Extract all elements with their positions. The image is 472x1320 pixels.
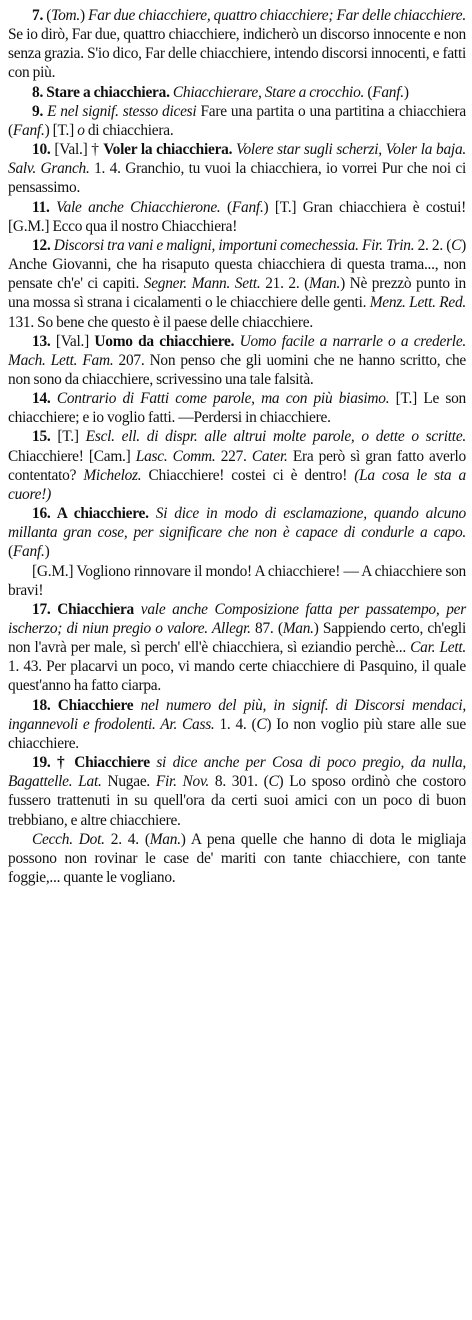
dictionary-entry-12 (8, 236, 466, 332)
entry-text-segment: 21. 2. ( (260, 275, 310, 293)
entry-text-segment: ) [T.] (44, 121, 78, 139)
dictionary-entry-19 (8, 753, 466, 830)
entry-text-segment: Fir. Nov. (155, 773, 210, 791)
dictionary-entry-9 (8, 102, 466, 140)
entry-text-segment: 19. † Chiacchiere (32, 754, 150, 772)
entry-text-segment: ) Sappiendo certo, ch'egli non l'avrà per male, sì perch' ell'è chiacchiera, sì eziandio perchè... (8, 620, 466, 657)
dictionary-entry-8 (8, 83, 466, 102)
entry-text-segment: Chiacchiere! costei ci è dentro! (141, 466, 355, 484)
dictionary-entry-18 (8, 696, 466, 753)
entry-text-segment: ( (46, 7, 52, 24)
entry-text-segment: Volere star sugli scherzi, Voler la baja. Salv. Granch. (8, 141, 466, 178)
entry-text-segment: Car. Lett. (410, 639, 466, 657)
entry-text-segment: 10. (32, 141, 55, 159)
entry-text-segment: Micheloz. (83, 466, 142, 484)
entry-text-segment: 1. 4. ( (214, 715, 257, 733)
entry-text-segment: C (451, 236, 462, 254)
entry-text-segment: Tom. (51, 7, 80, 24)
entry-text-segment: Man. (282, 620, 314, 637)
entry-text-segment: [T.] Le son chiacchiere; e io voglio fatti. —Perdersi in chiacchiere. (8, 390, 467, 427)
entry-text-segment: Fanf. (231, 198, 264, 216)
dictionary-entry-7 (8, 6, 466, 83)
entry-text-segment: Vale anche Chiacchierone. (56, 198, 221, 216)
entry-text-segment: Fanf. (372, 83, 404, 101)
entry-text-segment: 18. Chiacchiere (32, 696, 134, 714)
entry-text-segment: ) A pena quelle che hanno di dota le migliaja possono non rovinar le case de' mariti con tante chiacchiere, con tante foggie,... quante le vogliano. (8, 830, 467, 887)
entry-text-segment: [G.M.] Vogliono rinnovare il mondo! A chiacchiere! — A chiacchiere son bravi! (8, 562, 466, 599)
entry-text-segment: [Val.] (55, 332, 95, 350)
entry-text-segment: 8. Stare a chiacchiera. (32, 83, 173, 101)
entry-text-segment: C (256, 715, 267, 733)
dictionary-entry-11 (8, 198, 466, 236)
entry-text-segment: Fanf. (12, 121, 45, 139)
entry-text-segment: Cater. (251, 447, 288, 465)
entry-text-segment: 12. (32, 236, 54, 254)
dictionary-entry-16 (8, 504, 466, 561)
entry-text-segment: ) (403, 83, 409, 101)
entry-text-segment: 17. Chiacchiera (32, 600, 135, 618)
entry-text-segment: Menz. Lett. Red. (369, 294, 466, 312)
entry-text-segment: Era però sì gran fatto averlo contentato? (8, 447, 466, 484)
entry-text-segment: E nel signif. stesso dicesi (47, 102, 197, 120)
entry-text-segment: Escl. ell. di dispr. alle altrui molte parole, o dette o scritte. (85, 428, 466, 446)
entry-text-segment: Contrario di Fatti come parole, ma con più biasimo. (56, 390, 390, 408)
entry-text-segment: (La cosa le sta a cuore!) (8, 466, 466, 503)
entry-text-segment: 2. 4. ( (104, 830, 150, 848)
entry-text-segment: ) (79, 7, 89, 24)
dictionary-entry-15 (8, 427, 466, 504)
entry-text-segment: Segner. Mann. Sett. (143, 275, 261, 293)
entry-text-segment: 227. (215, 447, 252, 465)
entry-text-segment: Far due chiacchiere, quattro chiacchiere; Far delle chiacchiere. (88, 7, 466, 24)
entry-text-segment: 8. 301. ( (209, 773, 269, 791)
entry-text-segment: Discorsi tra vani e maligni, importuni comechessia. Fir. Trin. (53, 236, 415, 254)
entry-text-segment: ) Anche Giovanni, che ha risaputo questa chiacchiera di questa trama..., non pensate ch'e' ci capiti. (8, 236, 466, 293)
entry-text-segment: [Val.] † (54, 141, 104, 159)
entry-text-segment: ( (8, 543, 13, 561)
entry-text-segment: vale anche Composizione fatta per passatempo, per ischerzo; di niun pregio o valore. Allegr. (8, 600, 467, 637)
entry-text-segment: C (268, 773, 279, 791)
entry-text-segment: Fare una partita o una partitina a chiacchiera ( (8, 102, 466, 139)
entry-text-segment: 207. Non penso che gli uomini che ne hanno scritto, che non sono da chiacchiere, scrivessino una tale falsità. (8, 351, 466, 388)
dictionary-entry-16b (8, 562, 466, 600)
entry-text-segment: Chiacchiere! [Cam.] (8, 447, 136, 465)
entry-text-segment: 1. 4. Granchio, tu vuoi la chiacchiera, io vorrei Pur che noi ci pensassimo. (8, 160, 466, 197)
entry-text-segment: Voler la chiacchiera. (103, 141, 233, 159)
entry-text-segment: Uomo da chiacchiere. (94, 332, 235, 350)
entry-text-segment: Si dice in modo di esclamazione, quando alcuno millanta gran cose, per significare che non è capace di condurle a capo. (8, 505, 467, 542)
entry-text-segment: o (77, 121, 85, 139)
entry-text-segment: 14. (32, 390, 57, 408)
entry-text-segment: ) (44, 543, 50, 561)
entry-text-segment: 131. So bene che questo è il paese delle chiacchiere. (8, 313, 313, 331)
entry-text-segment: 15. (32, 428, 58, 446)
entry-text-segment: ) Io non voglio più stare alle sue chiacchiere. (8, 715, 466, 752)
entry-text-segment: [T.] (57, 428, 86, 446)
dictionary-entry-17 (8, 600, 466, 696)
entry-text-segment: 16. A chiacchiere. (32, 505, 156, 523)
entry-text-segment: ( (364, 83, 373, 101)
entry-text-segment: Se io dirò, Far due, quattro chiacchiere, indicherò un discorso innocente e non senza grazia. S'io dico, Far delle chiacchiere, intendo discorsi innocenti, e fatti con più. (8, 26, 466, 82)
dictionary-entry-19b (8, 830, 466, 887)
entry-text-segment: Chiacchierare, Stare a crocchio. (172, 83, 365, 101)
entry-text-segment: 7. (32, 7, 47, 24)
dictionary-entry-10 (8, 140, 466, 197)
entry-text-segment: Man. (149, 830, 181, 848)
dictionary-entry-14 (8, 389, 466, 427)
entry-text-segment: ) Nè prezzò punto in una mossa sì strana i cicalamenti o le chiacchiere delle genti. (8, 275, 467, 312)
entry-text-segment: 87. ( (250, 620, 283, 637)
entry-text-segment: Cecch. Dot. (32, 830, 105, 848)
entry-text-segment: Fanf. (12, 543, 45, 561)
entry-text-segment: di chiacchiera. (84, 121, 174, 139)
entry-text-segment: ) Lo sposo ordinò che costoro fussero trattenuti in su quell'ora da certi suoi amici con un poco di buon trebbiano, e altre chiacchiere. (8, 773, 466, 829)
entry-text-segment: si dice anche per Cosa di poco pregio, da nulla, Bagattelle. Lat. (8, 754, 467, 791)
entry-text-segment: nel numero del più, in signif. di Discorsi mendaci, ingannevoli e frodolenti. Ar. Cass. (8, 696, 466, 733)
entry-text-segment: Uomo facile a narrarle o a crederle. Mach. Lett. Fam. (8, 332, 467, 369)
entry-text-segment: ( (220, 198, 232, 216)
dictionary-entry-13 (8, 332, 466, 389)
entry-text-segment: Nugae. (101, 773, 156, 791)
entry-text-segment: 1. 43. Per placarvi un poco, vi mando certe chiacchiere di Pasquino, il quale quest'anno ha fatto ciarpa. (8, 658, 466, 695)
entry-text-segment: 2. 2. ( (414, 236, 452, 254)
entry-text-segment: 9. (32, 102, 48, 120)
entry-text-segment: Man. (309, 275, 341, 293)
entry-text-segment: 13. (32, 332, 56, 350)
entry-text-segment: ) [T.] Gran chiacchiera è costui! [G.M.] Ecco qua il nostro Chiacchiera! (8, 198, 467, 235)
entry-text-segment: 11. (32, 198, 57, 216)
entry-text-segment: Lasc. Comm. (135, 447, 216, 465)
